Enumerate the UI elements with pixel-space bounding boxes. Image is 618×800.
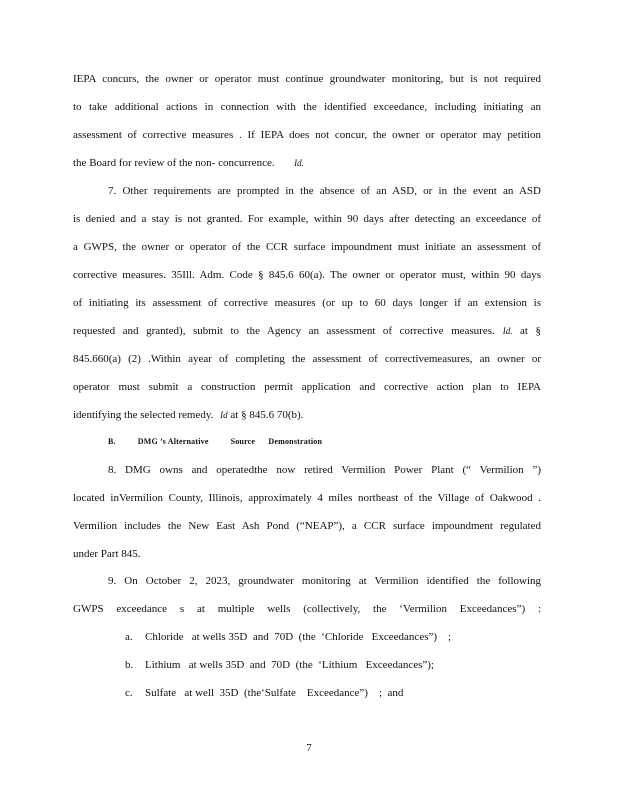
text-line: 8. DMG owns and operatedthe now retired Vermilion Power Plant (“ Vermilion ”) bbox=[108, 464, 541, 476]
text-line bbox=[73, 157, 541, 170]
text-line: 7. Other requirements are prompted in the absence of an ASD, or in the event an ASD bbox=[108, 185, 541, 197]
text-line: under Part 845. bbox=[73, 548, 141, 560]
citation: Id. bbox=[502, 326, 513, 336]
list-label: b. bbox=[125, 659, 134, 671]
citation: Id. bbox=[294, 158, 304, 168]
text-line: located inVermilion County, Illinois, approximately 4 miles northeast of the Village of Oakwood . bbox=[73, 492, 541, 504]
text-line: corrective measures. 35Ill. Adm. Code § 845.6 60(a). The owner or operator must, within 90 days bbox=[73, 269, 541, 281]
text-line: a GWPS, the owner or operator of the CCR surface impoundment must initiate an assessment of bbox=[73, 241, 541, 253]
section-heading: B. DMG ’s Alternative Source Demonstration bbox=[108, 437, 323, 446]
text-line: Vermilion includes the New East Ash Pond (“NEAP”), a CCR surface impoundment regulated bbox=[73, 520, 541, 532]
text-segment: at § 845.6 70(b). bbox=[227, 409, 304, 421]
page-number: 7 bbox=[306, 742, 312, 754]
text-line: is denied and a stay is not granted. For example, within 90 days after detecting an exceedance of bbox=[73, 213, 541, 225]
list-item bbox=[125, 631, 451, 644]
text-line bbox=[73, 325, 541, 338]
list-item bbox=[125, 687, 403, 700]
text-segment: identifying the selected remedy. bbox=[73, 409, 214, 421]
citation: Id bbox=[220, 410, 228, 420]
list-label: c. bbox=[125, 687, 133, 699]
list-text: Sulfate at well 35D (the‘Sulfate Exceedance”) ; and bbox=[145, 687, 404, 699]
list-item bbox=[125, 659, 434, 672]
list-label: a. bbox=[125, 631, 133, 643]
text-line bbox=[73, 409, 541, 422]
text-line: of initiating its assessment of corrective measures (or up to 60 days longer if an extension is bbox=[73, 297, 541, 309]
text-line: 9. On October 2, 2023, groundwater monitoring at Vermilion identified the following bbox=[108, 575, 541, 587]
text-line: assessment of corrective measures . If IEPA does not concur, the owner or operator may petition bbox=[73, 129, 541, 141]
text-line: operator must submit a construction permit application and corrective action plan to IEPA bbox=[73, 381, 541, 393]
text-segment: the Board for review of the non- concurrence. bbox=[73, 157, 275, 169]
list-text: Lithium at wells 35D and 70D (the ‘Lithium Exceedances”); bbox=[145, 659, 434, 671]
text-line: GWPS exceedance s at multiple wells (collectively, the ‘Vermilion Exceedances”) : bbox=[73, 603, 541, 615]
text-line: IEPA concurs, the owner or operator must continue groundwater monitoring, but is not required bbox=[73, 73, 541, 85]
text-line: 845.660(a) (2) .Within ayear of completing the assessment of correctivemeasures, an owner or bbox=[73, 353, 541, 365]
text-line: to take additional actions in connection with the identified exceedance, including initiating an bbox=[73, 101, 541, 113]
text-segment: at § bbox=[512, 325, 541, 337]
text-segment: requested and granted), submit to the Agency an assessment of corrective measures. bbox=[73, 325, 495, 337]
list-text: Chloride at wells 35D and 70D (the ‘Chloride Exceedances”) ; bbox=[145, 631, 452, 643]
